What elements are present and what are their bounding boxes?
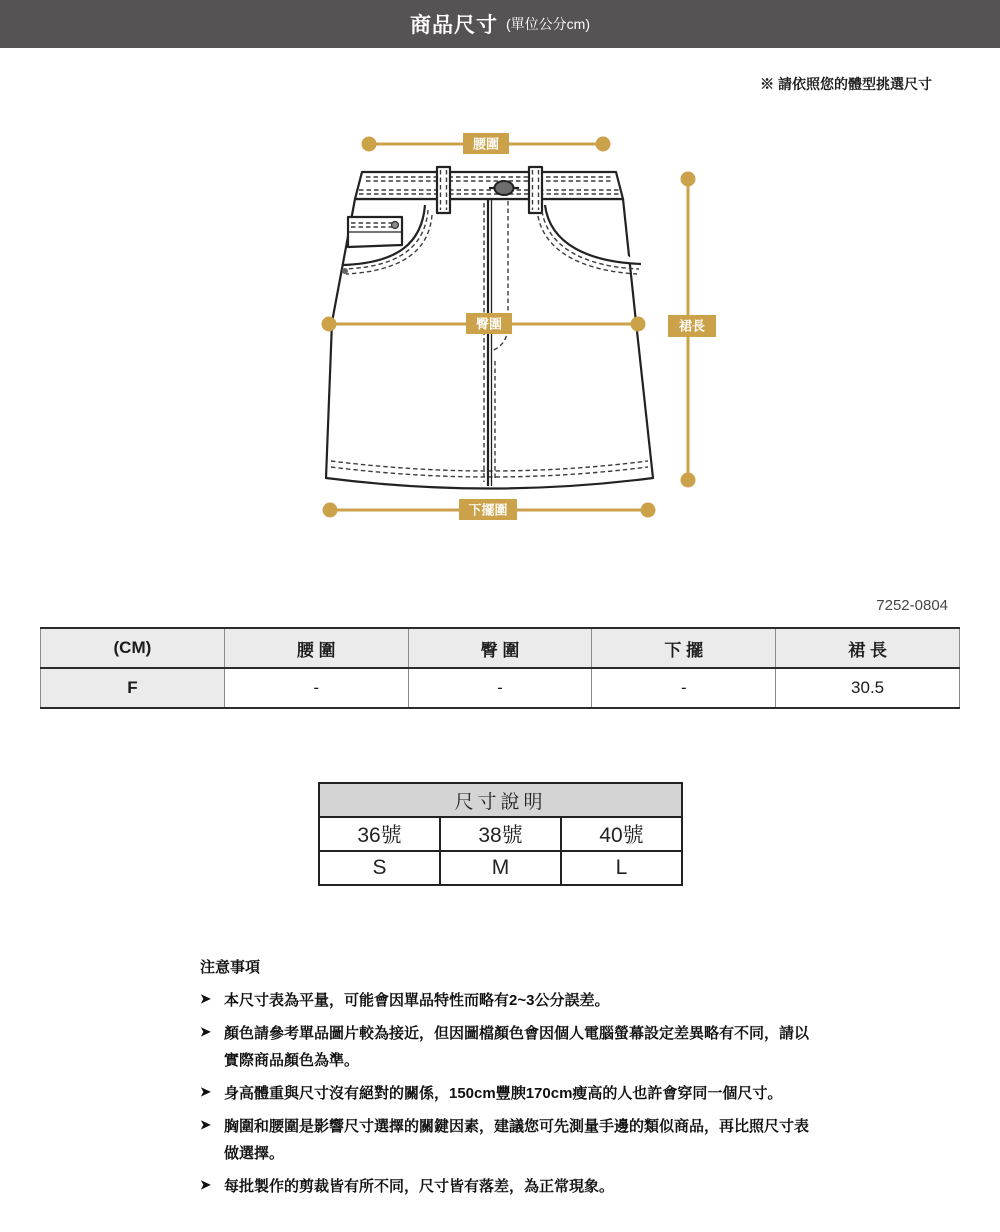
page-title-unit: (單位公分cm)	[506, 16, 590, 32]
note-item	[200, 1173, 818, 1200]
note-text: 身高體重與尺寸沒有絕對的關係，150cm豐腴170cm瘦高的人也許會穿同一個尺寸。	[224, 1085, 783, 1102]
size-guide-table	[318, 782, 683, 886]
cell-size-m: M	[440, 851, 561, 885]
size-guide-eu-row	[319, 817, 682, 851]
note-text: 胸圍和腰圍是影響尺寸選擇的關鍵因素，建議您可先測量手邊的類似商品，再比照尺寸表做選擇。	[224, 1118, 810, 1162]
size-guide-intl-row	[319, 851, 682, 885]
fit-advice-note: ※ 請依照您的體型挑選尺寸	[760, 76, 932, 92]
notes-title: 注意事項	[200, 959, 261, 976]
notes-list	[200, 987, 818, 1200]
arrow-bullet-icon: ➤	[200, 1024, 211, 1039]
note-item	[200, 1020, 818, 1074]
measurement-table-header-row	[41, 628, 960, 668]
coin-pocket	[348, 217, 402, 247]
product-code: 7252-0804	[876, 597, 948, 614]
cell-hip-value: -	[408, 668, 592, 708]
page-header	[0, 0, 1000, 48]
note-item	[200, 987, 818, 1014]
measurement-table	[40, 627, 960, 709]
col-header-hem: 下 擺	[592, 628, 776, 668]
page-title: 商品尺寸	[410, 14, 498, 37]
cell-hem-value: -	[592, 668, 776, 708]
note-item	[200, 1113, 818, 1167]
cell-waist-value: -	[224, 668, 408, 708]
col-header-hip: 臀 圍	[408, 628, 592, 668]
waist-measure-line	[362, 133, 611, 154]
cell-length-value: 30.5	[776, 668, 960, 708]
belt-loop-right	[529, 167, 542, 213]
arrow-bullet-icon: ➤	[200, 991, 211, 1006]
note-item	[200, 1080, 818, 1107]
length-label: 裙長	[678, 318, 706, 334]
measurement-table-row-f	[41, 668, 960, 708]
hem-measure-line	[323, 499, 656, 520]
size-guide-title-row	[319, 783, 682, 817]
cell-size-f: F	[41, 668, 225, 708]
col-header-cm: (CM)	[41, 628, 225, 668]
note-text: 每批製作的剪裁皆有所不同，尺寸皆有落差，為正常現象。	[224, 1178, 615, 1195]
waist-label: 腰圍	[472, 136, 500, 152]
arrow-bullet-icon: ➤	[200, 1084, 211, 1099]
length-measure-line	[668, 172, 716, 488]
cell-size-40: 40號	[561, 817, 682, 851]
belt-loop-left	[437, 167, 450, 213]
note-text: 顏色請參考單品圖片較為接近，但因圖檔顏色會因個人電腦螢幕設定差異略有不同，請以實際商品顏色為準。	[224, 1025, 810, 1069]
arrow-bullet-icon: ➤	[200, 1177, 211, 1192]
col-header-length: 裙 長	[776, 628, 960, 668]
col-header-waist: 腰 圍	[224, 628, 408, 668]
skirt-measurement-diagram	[300, 125, 730, 525]
notes-section	[200, 956, 818, 1206]
cell-size-l: L	[561, 851, 682, 885]
cell-size-s: S	[319, 851, 440, 885]
hip-label: 臀圍	[475, 316, 503, 332]
note-text: 本尺寸表為平量，可能會因單品特性而略有2~3公分誤差。	[224, 992, 610, 1009]
cell-size-38: 38號	[440, 817, 561, 851]
cell-size-36: 36號	[319, 817, 440, 851]
size-guide-title: 尺寸說明	[319, 783, 682, 817]
arrow-bullet-icon: ➤	[200, 1117, 211, 1132]
hem-label: 下擺圍	[468, 502, 508, 518]
